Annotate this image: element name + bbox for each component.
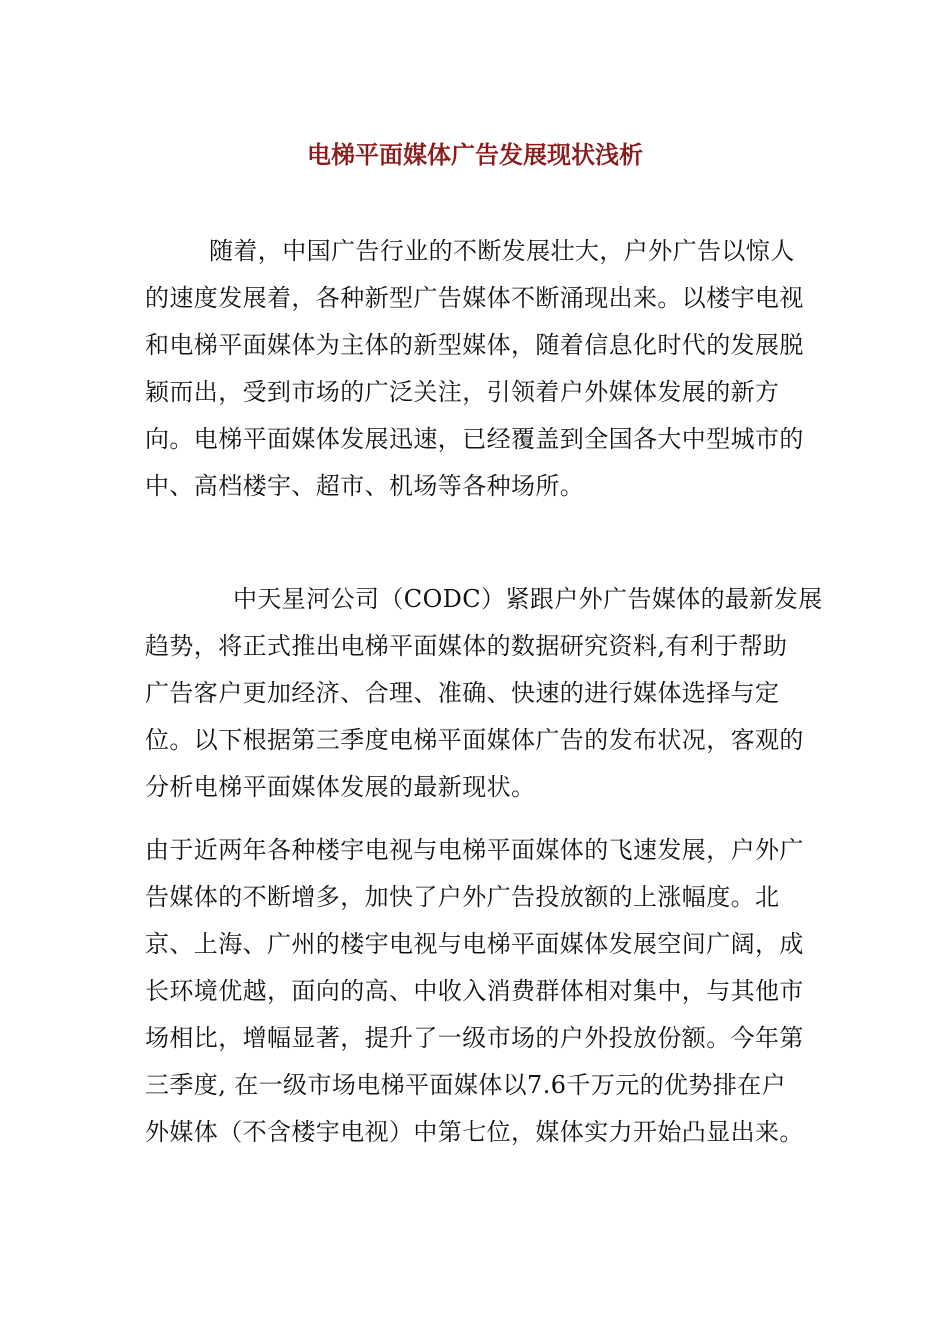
paragraph-line: 告媒体的不断增多，加快了户外广告投放额的上涨幅度。北 [145,883,780,911]
paragraph-line: 随着，中国广告行业的不断发展壮大，户外广告以惊人 [209,237,795,265]
paragraph-line: 位。以下根据第三季度电梯平面媒体广告的发布状况，客观的 [145,726,804,754]
document-title: 电梯平面媒体广告发展现状浅析 [307,140,643,169]
paragraph-market [145,827,845,1156]
paragraph-line: 趋势，将正式推出电梯平面媒体的数据研究资料,有利于帮助 [145,632,788,660]
paragraph-line: 和电梯平面媒体为主体的新型媒体，随着信息化时代的发展脱 [145,331,804,359]
paragraph-line: 京、上海、广州的楼宇电视与电梯平面媒体发展空间广阔，成 [145,930,804,958]
paragraph-intro [145,228,845,510]
paragraph-line: 向。电梯平面媒体发展迅速，已经覆盖到全国各大中型城市的 [145,425,804,453]
paragraph-line: 颖而出，受到市场的广泛关注，引领着户外媒体发展的新方 [145,378,780,406]
paragraph-line: 外媒体（不含楼宇电视）中第七位，媒体实力开始凸显出来。 [145,1118,804,1146]
paragraph-line: 中、高档楼宇、超市、机场等各种场所。 [145,472,585,500]
paragraph-line: 三季度, 在一级市场电梯平面媒体以7.6千万元的优势排在户 [145,1071,787,1099]
paragraph-codc [145,576,845,811]
paragraph-line: 由于近两年各种楼宇电视与电梯平面媒体的飞速发展，户外广 [145,836,804,864]
paragraph-line: 分析电梯平面媒体发展的最新现状。 [145,773,536,801]
paragraph-line: 长环境优越，面向的高、中收入消费群体相对集中，与其他市 [145,977,804,1005]
paragraph-line: 的速度发展着，各种新型广告媒体不断涌现出来。以楼宇电视 [145,284,804,312]
paragraph-line: 场相比，增幅显著，提升了一级市场的户外投放份额。今年第 [145,1024,804,1052]
paragraph-line: 广告客户更加经济、合理、准确、快速的进行媒体选择与定 [145,679,780,707]
paragraph-line: 中天星河公司（CODC）紧跟户外广告媒体的最新发展 [233,585,823,613]
